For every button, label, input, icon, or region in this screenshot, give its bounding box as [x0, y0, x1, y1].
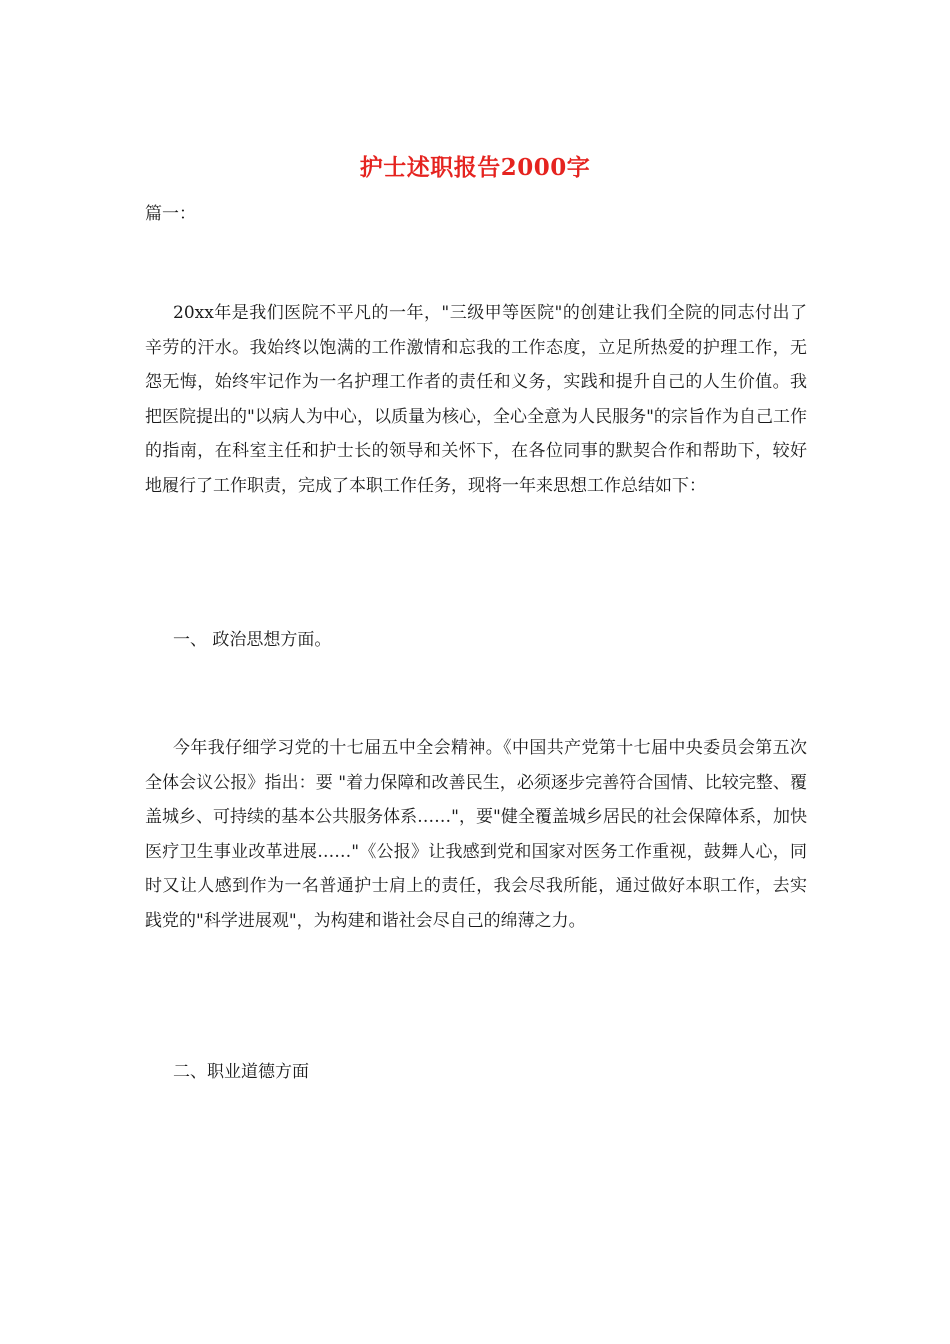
heading-professional-ethics: 二、职业道德方面 — [173, 1062, 309, 1082]
heading-political-thought: 一、 政治思想方面。 — [173, 630, 332, 650]
section-label: 篇一： — [145, 204, 196, 224]
paragraph-political-thought: 今年我仔细学习党的十七届五中全会精神。《中国共产党第十七届中央委员会第五次全体会议公报》指出：要 "着力保障和改善民生，必须逐步完善符合国情、比较完整、覆盖城乡、可持续的基本公共服务体系……"，要"健全覆盖城乡居民的社会保障体系，加快医疗卫生事业改革进展……"《公报》让我感到党和国家对医务工作重视，鼓舞人心，同时又让人感到作为一名普通护士肩上的责任，我会尽我所能，通过做好本职工作，去实践党的"科学进展观"，为构建和谐社会尽自己的绵薄之力。 — [145, 738, 807, 931]
paragraph-intro: 20xx年是我们医院不平凡的一年，"三级甲等医院"的创建让我们全院的同志付出了辛劳的汗水。我始终以饱满的工作激情和忘我的工作态度，立足所热爱的护理工作，无怨无悔，始终牢记作为一名护理工作者的责任和义务，实践和提升自己的人生价值。我把医院提出的"以病人为中心，以质量为核心，全心全意为人民服务"的宗旨作为自己工作的指南，在科室主任和护士长的领导和关怀下，在各位同事的默契合作和帮助下，较好地履行了工作职责，完成了本职工作任务，现将一年来思想工作总结如下： — [145, 303, 807, 496]
document-title: 护士述职报告2000字 — [359, 154, 591, 181]
